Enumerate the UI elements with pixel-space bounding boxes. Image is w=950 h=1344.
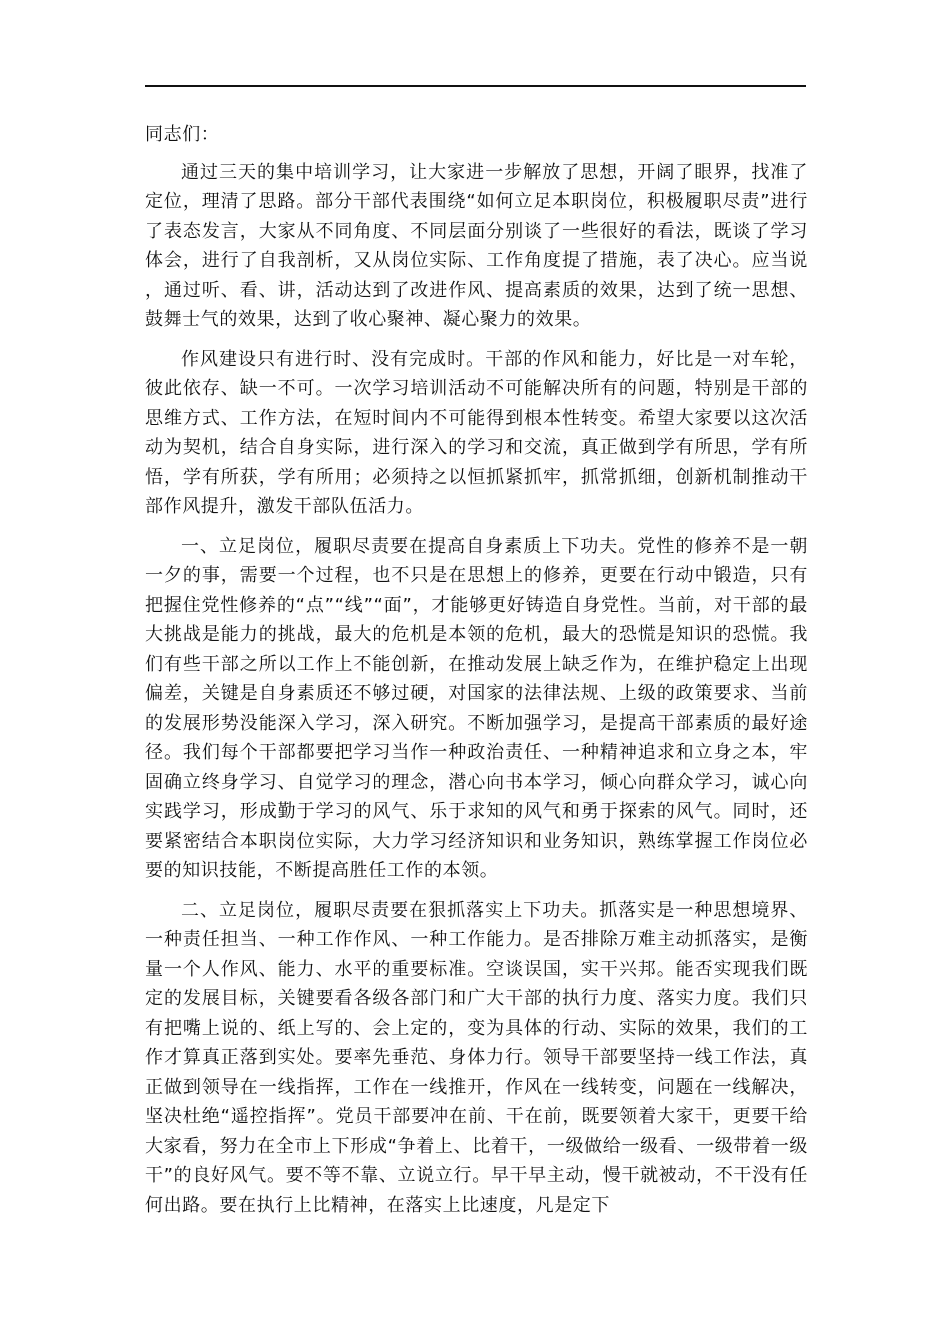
paragraph-point-two: 二、立足岗位，履职尽责要在狠抓落实上下功夫。抓落实是一种思想境界、一种责任担当、一种工作作风、一种工作能力。是否排除万难主动抓落实，是衡量一个人作风、能力、水平的重要标准。空谈误国，实干兴邦。能否实现我们既定的发展目标，关键要看各级各部门和广大干部的执行力度、落实力度。我们只有把嘴上说的、纸上写的、会上定的，变为具体的行动、实际的效果，我们的工作才算真正落到实处。要率先垂范、身体力行。领导干部要坚持一线工作法，真正做到领导在一线指挥，工作在一线推开，作风在一线转变，问题在一线解决，坚决杜绝“遥控指挥”。党员干部要冲在前、干在前，既要领着大家干，更要干给大家看，努力在全市上下形成“争着上、比着干，一级做给一级看、一级带着一级干”的良好风气。要不等不靠、立说立行。早干早主动，慢干就被动，不干没有任何出路。要在执行上比精神，在落实上比速度，凡是定下 bbox=[145, 899, 808, 1216]
salutation: 同志们： bbox=[145, 124, 220, 145]
paragraph-style-building: 作风建设只有进行时、没有完成时。干部的作风和能力，好比是一对车轮，彼此依存、缺一不可。一次学习培训活动不可能解决所有的问题，特别是干部的思维方式、工作方法，在短时间内不可能得到根本性转变。希望大家要以这次活动为契机，结合自身实际，进行深入的学习和交流，真正做到学有所思，学有所悟，学有所获，学有所用；必须持之以恒抓紧抓牢，抓常抓细，创新机制推动干部作风提升，激发干部队伍活力。 bbox=[145, 348, 808, 517]
paragraph-point-one: 一、立足岗位，履职尽责要在提高自身素质上下功夫。党性的修养不是一朝一夕的事，需要一个过程，也不只是在思想上的修养，更要在行动中锻造，只有把握住党性修养的“点”“线”“面”，才能够更好铸造自身党性。当前，对干部的最大挑战是能力的挑战，最大的危机是本领的危机，最大的恐慌是知识的恐慌。我们有些干部之所以工作上不能创新，在推动发展上缺乏作为，在维护稳定上出现偏差，关键是自身素质还不够过硬，对国家的法律法规、上级的政策要求、当前的发展形势没能深入学习，深入研究。不断加强学习，是提高干部素质的最好途径。我们每个干部都要把学习当作一种政治责任、一种精神追求和立身之本，牢固确立终身学习、自觉学习的理念，潜心向书本学习，倾心向群众学习，诚心向实践学习，形成勤于学习的风气、乐于求知的风气和勇于探索的风气。同时，还要紧密结合本职岗位实际，大力学习经济知识和业务知识，熟练掌握工作岗位必要的知识技能，不断提高胜任工作的本领。 bbox=[145, 535, 808, 881]
header-rule bbox=[145, 85, 806, 87]
paragraph-intro: 通过三天的集中培训学习，让大家进一步解放了思想，开阔了眼界，找准了定位，理清了思路。部分干部代表围绕“如何立足本职岗位，积极履职尽责”进行了表态发言，大家从不同角度、不同层面分别谈了一些很好的看法，既谈了学习体会，进行了自我剖析，又从岗位实际、工作角度提了措施，表了决心。应当说，通过听、看、讲，活动达到了改进作风、提高素质的效果，达到了统一思想、鼓舞士气的效果，达到了收心聚神、凝心聚力的效果。 bbox=[145, 161, 808, 330]
document-body bbox=[145, 120, 808, 1230]
